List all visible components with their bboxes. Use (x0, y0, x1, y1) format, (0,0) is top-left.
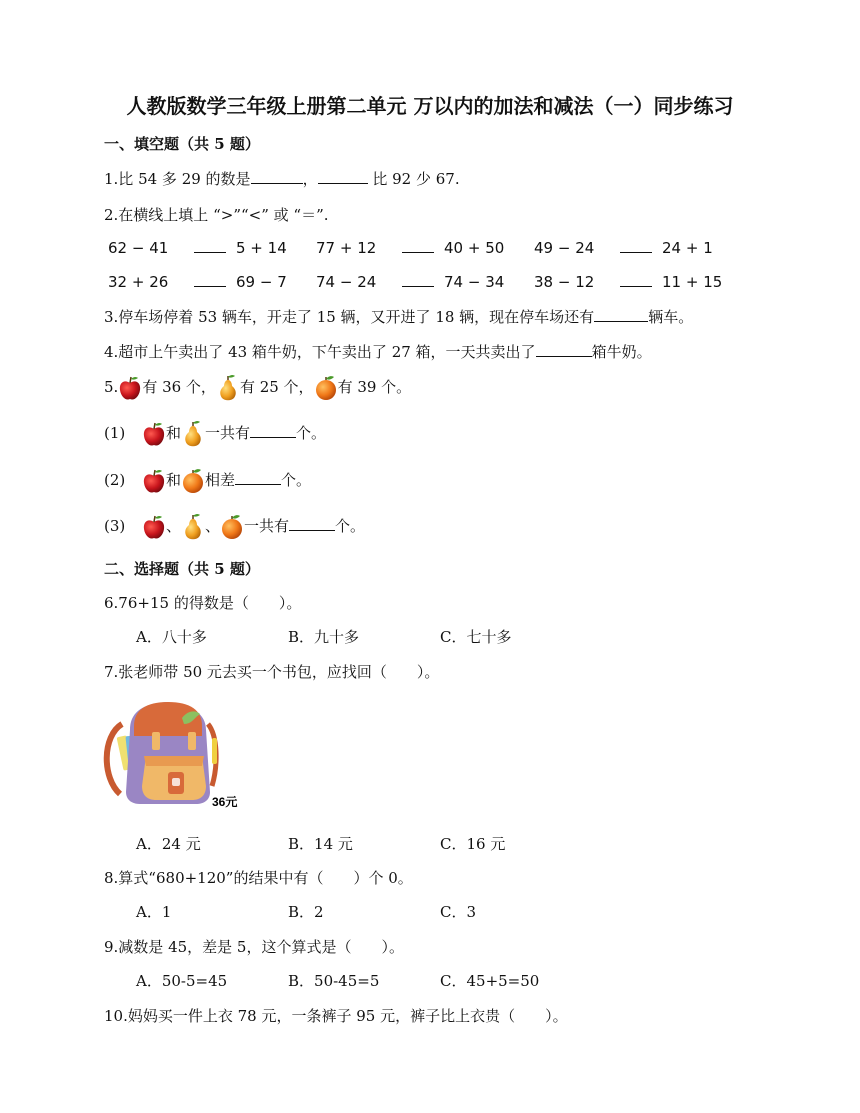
question-1 (104, 168, 460, 189)
pear-icon (181, 420, 205, 448)
section-fill-in-title: 一、填空题（共 5 题） (104, 135, 260, 153)
answer-blank[interactable] (318, 169, 368, 184)
option-b[interactable]: B．九十多 (288, 628, 360, 646)
option-b[interactable]: B．50-45=5 (288, 972, 380, 990)
expression: 74 − 34 (444, 273, 505, 291)
option-c[interactable]: C．45+5=50 (440, 972, 540, 990)
expression: 32 + 26 (108, 273, 169, 291)
option-b[interactable]: B．14 元 (288, 835, 353, 853)
pear-count-text: 有 25 个， (239, 378, 314, 396)
option-c[interactable]: C．16 元 (440, 835, 506, 853)
orange-icon (314, 374, 338, 402)
part-number: (1) (104, 424, 126, 442)
compare-blank[interactable] (402, 272, 434, 287)
question-8: 8.算式“680+120”的结果中有（ ）个 0。 (104, 869, 413, 887)
answer-blank[interactable] (289, 516, 335, 531)
separator: 、 (166, 517, 182, 535)
part-unit: 个。 (296, 424, 327, 442)
conjunction: 和 (166, 424, 182, 442)
expression: 24 + 1 (662, 239, 713, 257)
question-4-unit: 箱牛奶。 (591, 343, 652, 361)
question-1-text-a: 1.比 54 多 29 的数是 (104, 170, 251, 188)
question-9: 9.减数是 45，差是 5，这个算式是（ ）。 (104, 938, 404, 956)
orange-count-text: 有 39 个。 (337, 378, 412, 396)
question-3-text: 3.停车场停着 53 辆车，开走了 15 辆，又开进了 18 辆，现在停车场还有 (104, 308, 595, 326)
expression: 69 − 7 (236, 273, 287, 291)
expression: 38 − 12 (534, 273, 595, 291)
compare-row-1 (108, 238, 713, 257)
part-number: (3) (104, 517, 126, 535)
part-unit: 个。 (281, 471, 312, 489)
expression: 5 + 14 (236, 239, 287, 257)
option-c[interactable]: C．七十多 (440, 628, 512, 646)
expression: 11 + 15 (662, 273, 723, 291)
conjunction: 和 (166, 471, 182, 489)
expression: 77 + 12 (316, 239, 377, 257)
question-1-text-b: ， (302, 170, 318, 188)
question-2: 2.在横线上填上 “>”“<” 或 “＝”. (104, 206, 329, 224)
orange-icon (181, 467, 205, 495)
question-5-part-1 (104, 418, 326, 448)
compare-blank[interactable] (620, 238, 652, 253)
answer-blank[interactable] (251, 169, 303, 184)
question-5 (104, 372, 411, 402)
option-a[interactable]: A．1 (136, 903, 172, 921)
expression: 74 − 24 (316, 273, 377, 291)
question-10: 10.妈妈买一件上衣 78 元，一条裤子 95 元，裤子比上衣贵（ ）。 (104, 1007, 568, 1025)
answer-blank[interactable] (235, 470, 281, 485)
pear-icon (181, 513, 205, 541)
backpack-illustration (100, 696, 250, 812)
question-4-text: 4.超市上午卖出了 43 箱牛奶，下午卖出了 27 箱，一天共卖出了 (104, 343, 536, 361)
question-1-text-c: 比 92 少 67. (367, 170, 460, 188)
option-a[interactable]: A．50-5=45 (136, 972, 228, 990)
orange-icon (220, 513, 244, 541)
compare-blank[interactable] (620, 272, 652, 287)
page-title: 人教版数学三年级上册第二单元 万以内的加法和减法（一）同步练习 (126, 94, 734, 118)
question-3 (104, 306, 693, 327)
option-a[interactable]: A．八十多 (136, 628, 207, 646)
section-choice-title: 二、选择题（共 5 题） (104, 560, 260, 578)
expression: 40 + 50 (444, 239, 505, 257)
question-4 (104, 341, 652, 362)
question-5-number: 5. (104, 378, 119, 396)
pear-icon (216, 374, 240, 402)
answer-blank[interactable] (250, 423, 296, 438)
part-unit: 个。 (335, 517, 366, 535)
question-6: 6.76+15 的得数是（ ）。 (104, 594, 302, 612)
part-text: 一共有 (244, 517, 290, 535)
question-5-part-3 (104, 511, 365, 541)
question-5-part-2 (104, 465, 311, 495)
part-text: 相差 (205, 471, 236, 489)
apple-icon (142, 420, 166, 448)
apple-icon (142, 513, 166, 541)
compare-blank[interactable] (194, 238, 226, 253)
apple-icon (118, 374, 142, 402)
apple-count-text: 有 36 个， (142, 378, 216, 396)
part-text: 一共有 (205, 424, 251, 442)
expression: 49 − 24 (534, 239, 595, 257)
option-c[interactable]: C．3 (440, 903, 477, 921)
separator: 、 (205, 517, 221, 535)
expression: 62 − 41 (108, 239, 169, 257)
price-label: 36元 (212, 795, 238, 809)
question-7: 7.张老师带 50 元去买一个书包，应找回（ ）。 (104, 663, 440, 681)
compare-blank[interactable] (194, 272, 226, 287)
compare-blank[interactable] (402, 238, 434, 253)
apple-icon (142, 467, 166, 495)
question-3-unit: 辆车。 (648, 308, 694, 326)
compare-row-2 (108, 272, 722, 291)
option-a[interactable]: A．24 元 (136, 835, 201, 853)
part-number: (2) (104, 471, 126, 489)
option-b[interactable]: B．2 (288, 903, 324, 921)
answer-blank[interactable] (594, 307, 648, 322)
answer-blank[interactable] (536, 342, 592, 357)
